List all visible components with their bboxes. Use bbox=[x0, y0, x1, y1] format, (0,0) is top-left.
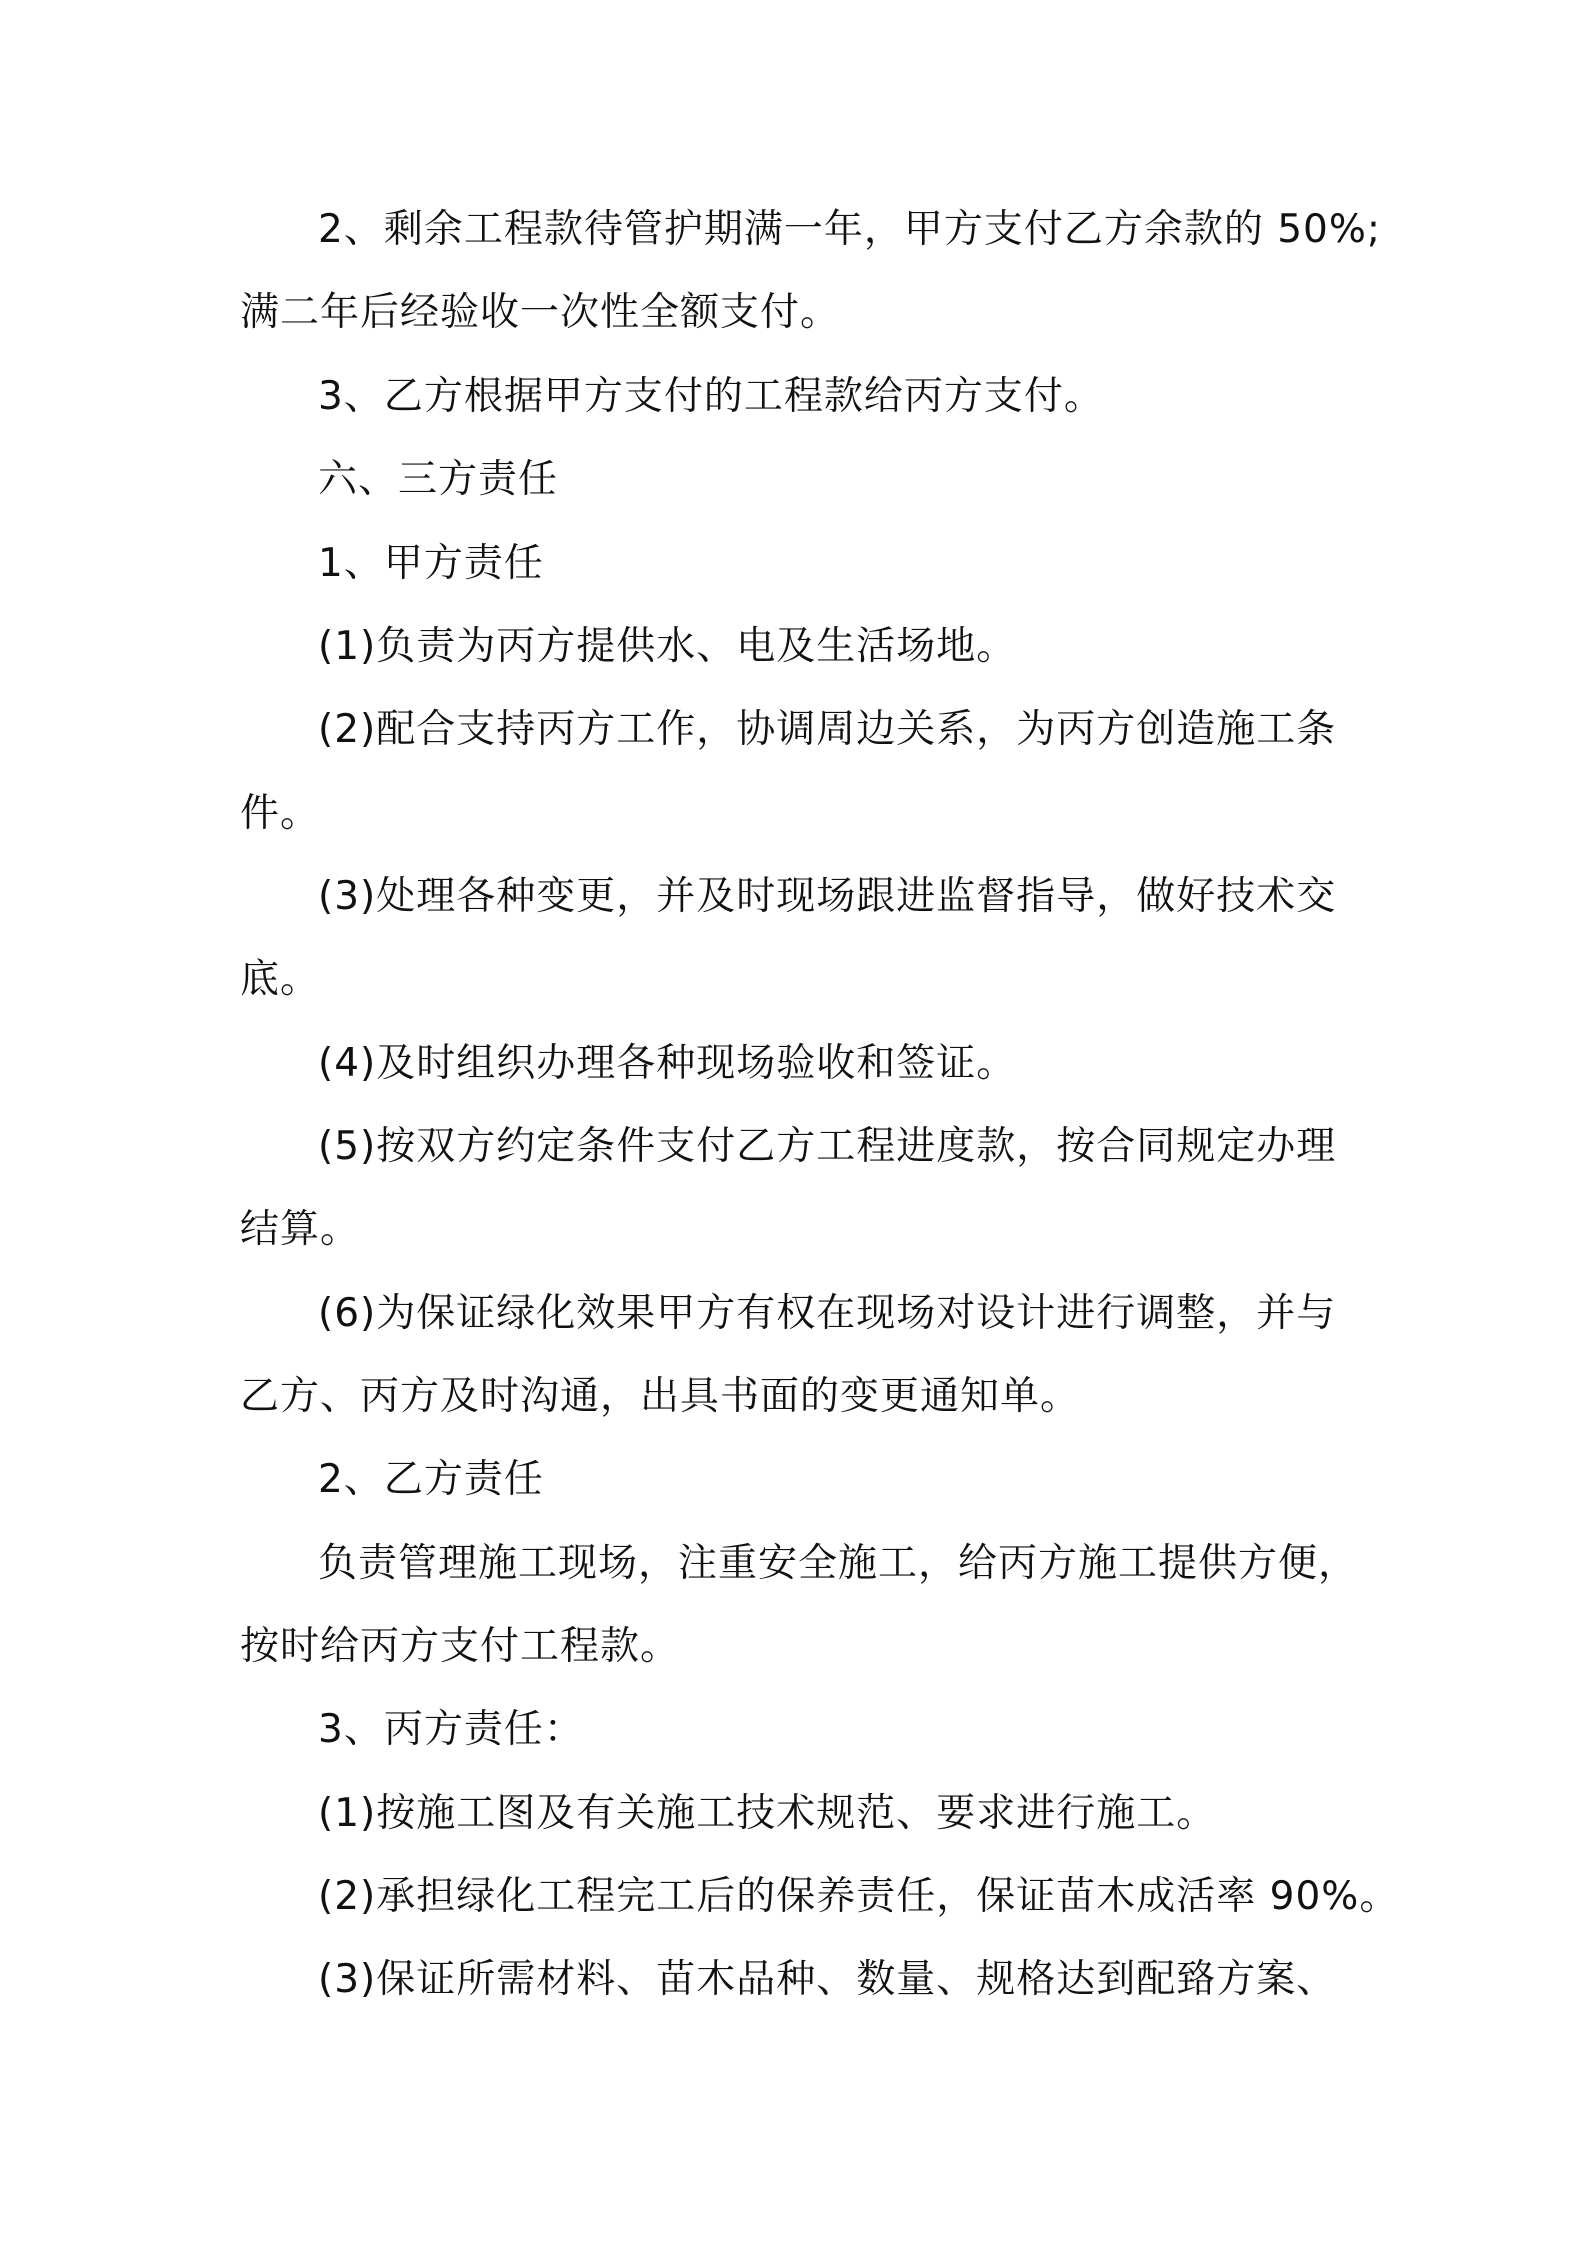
paragraph-line: 按时给丙方支付工程款。 bbox=[240, 1624, 681, 1669]
paragraph-line: 负责管理施工现场，注重安全施工，给丙方施工提供方便， bbox=[318, 1541, 1359, 1586]
paragraph-line: 2、剩余工程款待管护期满一年，甲方支付乙方余款的 50%; bbox=[318, 207, 1382, 252]
paragraph-line: (1)按施工图及有关施工技术规范、要求进行施工。 bbox=[318, 1791, 1217, 1836]
paragraph-line: (5)按双方约定条件支付乙方工程进度款，按合同规定办理 bbox=[318, 1124, 1337, 1169]
paragraph-line: 结算。 bbox=[240, 1207, 361, 1252]
paragraph-line: 满二年后经验收一次性全额支付。 bbox=[240, 290, 841, 335]
paragraph-line: 乙方、丙方及时沟通，出具书面的变更通知单。 bbox=[240, 1374, 1081, 1419]
paragraph-line: (3)保证所需材料、苗木品种、数量、规格达到配臵方案、 bbox=[318, 1957, 1337, 2002]
subsection-heading: 3、丙方责任： bbox=[318, 1707, 584, 1752]
paragraph-line: 底。 bbox=[240, 957, 321, 1002]
paragraph-line: 3、乙方根据甲方支付的工程款给丙方支付。 bbox=[318, 374, 1104, 419]
paragraph-line: 件。 bbox=[240, 791, 321, 836]
paragraph-line: (1)负责为丙方提供水、电及生活场地。 bbox=[318, 624, 1017, 669]
subsection-heading: 1、甲方责任 bbox=[318, 541, 544, 586]
section-heading: 六、三方责任 bbox=[318, 457, 559, 502]
paragraph-line: (3)处理各种变更，并及时现场跟进监督指导，做好技术交 bbox=[318, 874, 1337, 919]
paragraph-line: (2)承担绿化工程完工后的保养责任，保证苗木成活率 90%。 bbox=[318, 1874, 1400, 1919]
paragraph-line: (6)为保证绿化效果甲方有权在现场对设计进行调整，并与 bbox=[318, 1291, 1337, 1336]
subsection-heading: 2、乙方责任 bbox=[318, 1457, 544, 1502]
paragraph-line: (2)配合支持丙方工作，协调周边关系，为丙方创造施工条 bbox=[318, 707, 1337, 752]
paragraph-line: (4)及时组织办理各种现场验收和签证。 bbox=[318, 1041, 1017, 1086]
